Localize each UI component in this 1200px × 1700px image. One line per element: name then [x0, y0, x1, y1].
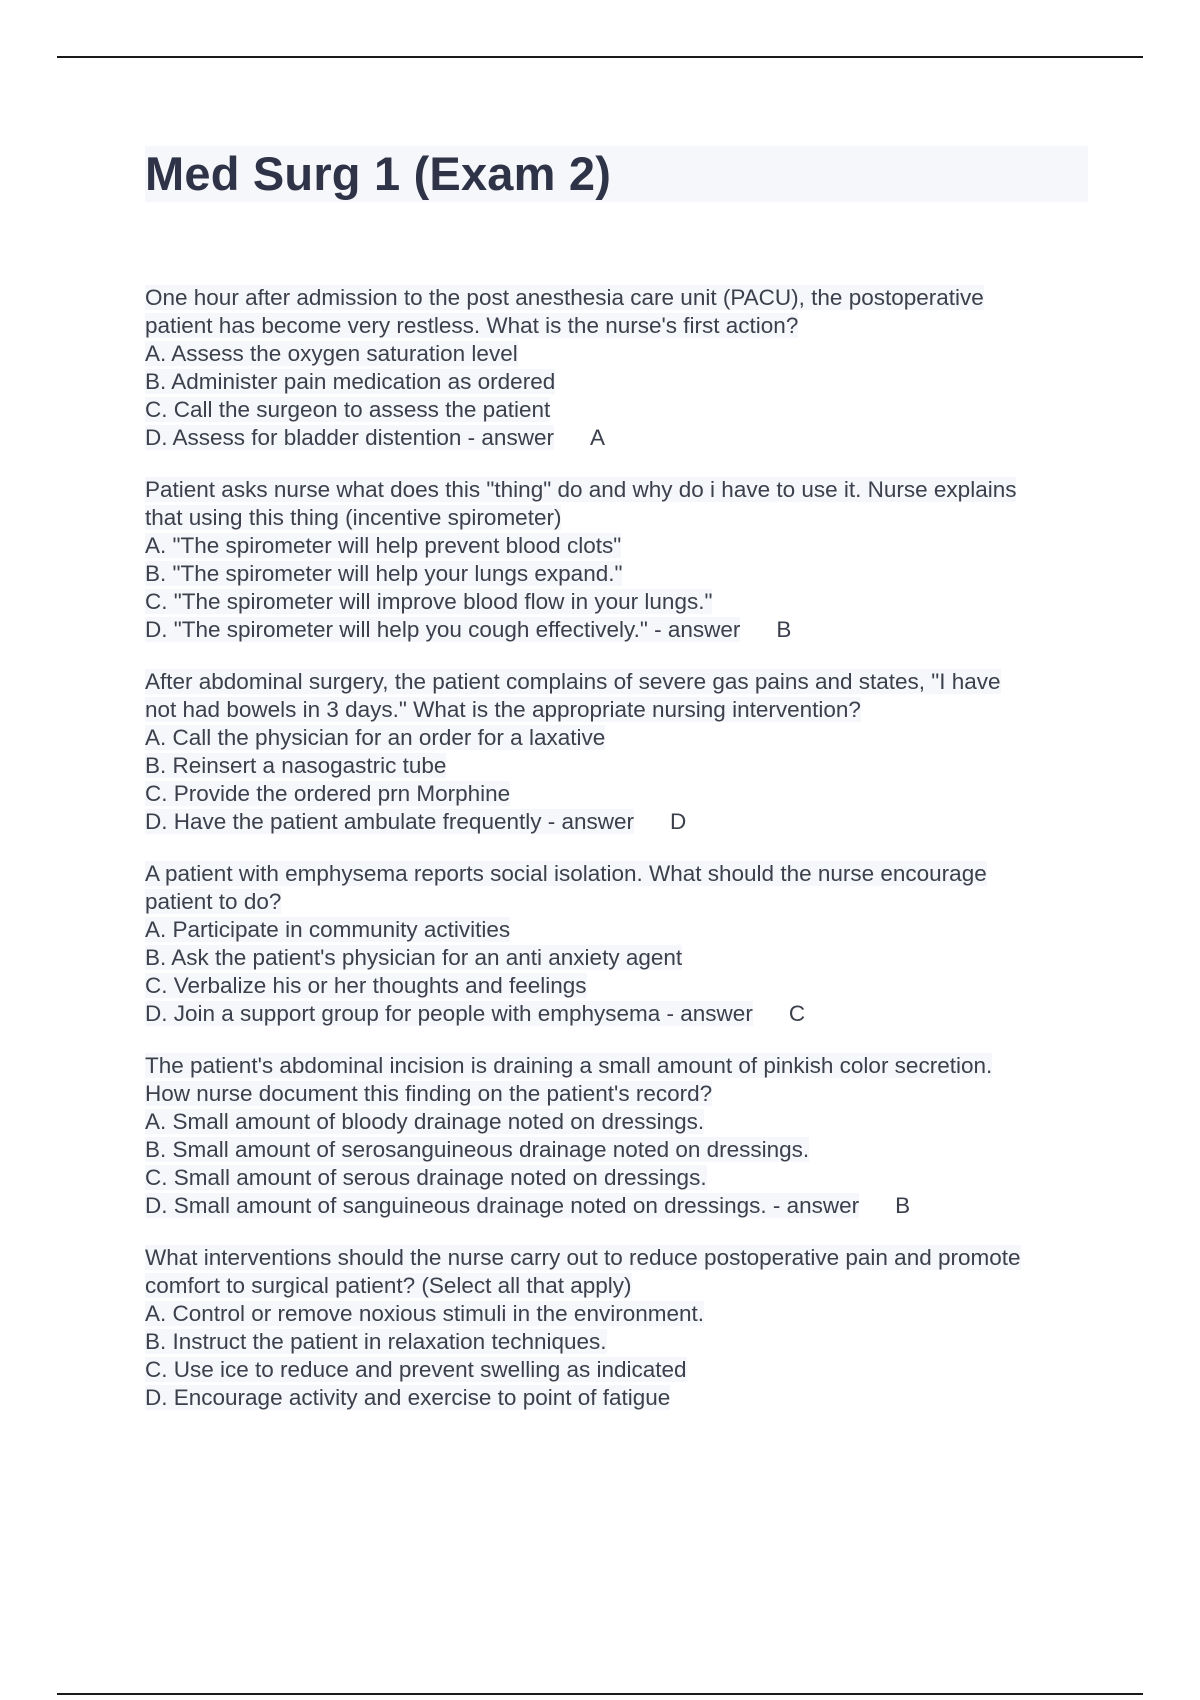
question-stem-text: patient to do? [145, 889, 282, 914]
question-stem-line [145, 504, 1095, 532]
question-list [145, 284, 1095, 1436]
answer-option-text: B. Reinsert a nasogastric tube [145, 753, 447, 778]
answer-label: - answer [660, 1001, 753, 1026]
answer-option-text: B. Ask the patient's physician for an anti anxiety agent [145, 945, 683, 970]
answer-option [145, 972, 1095, 1000]
answer-option-text: C. Use ice to reduce and prevent swelling as indicated [145, 1357, 687, 1382]
answer-option-text: B. Instruct the patient in relaxation techniques. [145, 1329, 607, 1354]
answer-option-text: A. "The spirometer will help prevent blood clots" [145, 533, 622, 558]
question-stem-text: One hour after admission to the post anesthesia care unit (PACU), the postoperative [145, 285, 984, 310]
answer-option-text: A. Control or remove noxious stimuli in the environment. [145, 1301, 704, 1326]
page-title: Med Surg 1 (Exam 2) [145, 147, 612, 200]
answer-option [145, 396, 1095, 424]
question-stem-line [145, 860, 1095, 888]
answer-option-text: B. Administer pain medication as ordered [145, 369, 556, 394]
answer-option-text: D. Encourage activity and exercise to point of fatigue [145, 1385, 671, 1410]
answer-option [145, 616, 1095, 644]
question-block [145, 668, 1095, 836]
answer-option-text: D. Small amount of sanguineous drainage noted on dressings. [145, 1193, 767, 1218]
question-stem-line [145, 476, 1095, 504]
answer-option-text: A. Call the physician for an order for a laxative [145, 725, 606, 750]
question-stem-line [145, 312, 1095, 340]
correct-answer-letter: B [776, 617, 792, 642]
correct-answer-letter: A [589, 425, 605, 450]
question-stem-line [145, 1052, 1095, 1080]
answer-option-text: C. "The spirometer will improve blood flow in your lungs." [145, 589, 713, 614]
answer-option [145, 780, 1095, 808]
question-stem-line [145, 668, 1095, 696]
question-stem-line [145, 1080, 1095, 1108]
answer-option [145, 808, 1095, 836]
answer-option [145, 1164, 1095, 1192]
question-block [145, 1052, 1095, 1220]
correct-answer-letter: B [895, 1193, 911, 1218]
answer-option-text: A. Assess the oxygen saturation level [145, 341, 518, 366]
question-stem-line [145, 1244, 1095, 1272]
answer-option [145, 588, 1095, 616]
answer-option-text: B. "The spirometer will help your lungs expand." [145, 561, 623, 586]
answer-option [145, 1136, 1095, 1164]
question-stem-line [145, 696, 1095, 724]
answer-option-text: D. "The spirometer will help you cough effectively." [145, 617, 648, 642]
answer-option-text: C. Provide the ordered prn Morphine [145, 781, 511, 806]
answer-option [145, 752, 1095, 780]
question-stem-text: The patient's abdominal incision is draining a small amount of pinkish color secretion. [145, 1053, 993, 1078]
question-stem-text: What interventions should the nurse carry out to reduce postoperative pain and promote [145, 1245, 1021, 1270]
answer-option-text: C. Small amount of serous drainage noted on dressings. [145, 1165, 707, 1190]
answer-label: - answer [766, 1193, 860, 1218]
answer-option [145, 944, 1095, 972]
answer-option [145, 560, 1095, 588]
bottom-page-rule [57, 1693, 1143, 1695]
question-stem-line [145, 888, 1095, 916]
question-block [145, 476, 1095, 644]
answer-option-text: C. Verbalize his or her thoughts and feelings [145, 973, 587, 998]
answer-option-text: D. Join a support group for people with emphysema [145, 1001, 661, 1026]
answer-option [145, 1356, 1095, 1384]
correct-answer-letter: C [788, 1001, 806, 1026]
answer-label: - answer [461, 425, 554, 450]
question-stem-line [145, 284, 1095, 312]
question-block [145, 860, 1095, 1028]
answer-option-text: A. Participate in community activities [145, 917, 511, 942]
question-stem-text: comfort to surgical patient? (Select all that apply) [145, 1273, 632, 1298]
correct-answer-letter: D [670, 809, 687, 834]
answer-label: - answer [647, 617, 741, 642]
answer-option [145, 1328, 1095, 1356]
answer-option-text: B. Small amount of serosanguineous drainage noted on dressings. [145, 1137, 810, 1162]
answer-option [145, 532, 1095, 560]
answer-option-text: D. Assess for bladder distention [145, 425, 462, 450]
answer-option [145, 1300, 1095, 1328]
answer-option-text: D. Have the patient ambulate frequently [145, 809, 542, 834]
answer-option-text: C. Call the surgeon to assess the patient [145, 397, 551, 422]
question-stem-text: not had bowels in 3 days." What is the appropriate nursing intervention? [145, 697, 861, 722]
question-stem-text: A patient with emphysema reports social isolation. What should the nurse encourage [145, 861, 987, 886]
answer-option [145, 1384, 1095, 1412]
answer-option [145, 1000, 1095, 1028]
answer-option [145, 368, 1095, 396]
answer-option [145, 916, 1095, 944]
answer-option-text: A. Small amount of bloody drainage noted on dressings. [145, 1109, 705, 1134]
answer-option [145, 1108, 1095, 1136]
question-stem-text: that using this thing (incentive spirometer) [145, 505, 562, 530]
top-page-rule [57, 56, 1143, 58]
question-block [145, 1244, 1095, 1412]
question-stem-text: How nurse document this finding on the patient's record? [145, 1081, 713, 1106]
question-stem-text: patient has become very restless. What is the nurse's first action? [145, 313, 799, 338]
answer-option [145, 340, 1095, 368]
answer-option [145, 724, 1095, 752]
question-block [145, 284, 1095, 452]
question-stem-text: Patient asks nurse what does this "thing" do and why do i have to use it. Nurse explains [145, 477, 1017, 502]
answer-option [145, 1192, 1095, 1220]
question-stem-line [145, 1272, 1095, 1300]
question-stem-text: After abdominal surgery, the patient complains of severe gas pains and states, "I have [145, 669, 1001, 694]
answer-option [145, 424, 1095, 452]
answer-label: - answer [541, 809, 635, 834]
